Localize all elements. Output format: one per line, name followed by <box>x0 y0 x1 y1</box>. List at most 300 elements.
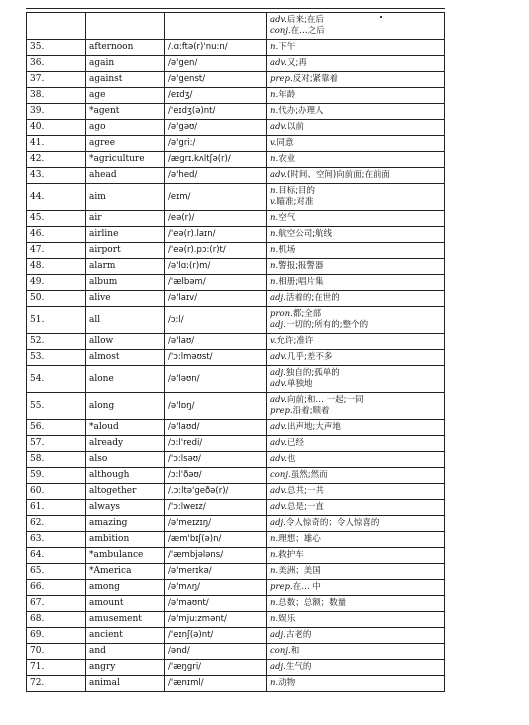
definition-text: 一切的;所有的;整个的 <box>285 320 369 330</box>
entry-number: 54. <box>27 366 86 393</box>
entry-phonetic: /ə'meɪzɪŋ/ <box>165 516 267 532</box>
definition-line <box>270 368 441 379</box>
table-row <box>27 334 445 350</box>
entry-phonetic: /ə'laʊd/ <box>165 420 267 436</box>
definition-text: 后来;在后 <box>287 15 324 25</box>
entry-word: allow <box>86 334 165 350</box>
definition-text: 古老的 <box>285 630 312 640</box>
entry-phonetic: /ɔ:l/ <box>165 307 267 334</box>
table-row <box>27 13 445 40</box>
entry-phonetic: /ə'gri:/ <box>165 136 267 152</box>
part-of-speech: adv. <box>270 379 288 389</box>
table-row <box>27 452 445 468</box>
definition-line <box>270 454 441 465</box>
table-row <box>27 468 445 484</box>
definition-line <box>270 518 441 529</box>
entry-definition <box>267 564 445 580</box>
entry-word: afternoon <box>86 40 165 56</box>
definition-line <box>270 486 441 497</box>
entry-number: 68. <box>27 612 86 628</box>
entry-number: 70. <box>27 644 86 660</box>
entry-number: 55. <box>27 393 86 420</box>
entry-number: 47. <box>27 243 86 259</box>
part-of-speech: adv. <box>270 58 288 68</box>
definition-line <box>270 646 441 657</box>
definition-text: 同意 <box>276 138 294 148</box>
definition-text: 总共;一共 <box>287 486 324 496</box>
entry-definition <box>267 612 445 628</box>
definition-line <box>270 186 441 197</box>
definition-line <box>270 320 441 331</box>
definition-line <box>270 213 441 224</box>
entry-definition <box>267 72 445 88</box>
part-of-speech: adv. <box>270 486 288 496</box>
entry-phonetic: /ægrɪ.kʌltʃə(r)/ <box>165 152 267 168</box>
entry-definition <box>267 334 445 350</box>
definition-text: 总是;一直 <box>287 502 324 512</box>
entry-phonetic: /'eə(r).laɪn/ <box>165 227 267 243</box>
table-row <box>27 420 445 436</box>
entry-word: airline <box>86 227 165 243</box>
entry-number: 64. <box>27 548 86 564</box>
entry-phonetic: /'ælbəm/ <box>165 275 267 291</box>
entry-definition <box>267 152 445 168</box>
vocabulary-table <box>26 12 445 692</box>
part-of-speech: v. <box>270 138 277 148</box>
entry-number: 39. <box>27 104 86 120</box>
entry-phonetic: /ə'maʊnt/ <box>165 596 267 612</box>
entry-definition <box>267 500 445 516</box>
entry-word: always <box>86 500 165 516</box>
entry-phonetic: /ənd/ <box>165 644 267 660</box>
table-row <box>27 612 445 628</box>
entry-definition <box>267 350 445 366</box>
entry-number: 44. <box>27 184 86 211</box>
part-of-speech: adv. <box>270 122 288 132</box>
definition-text: 向前;和… 一起;一同 <box>287 395 364 405</box>
definition-text: 年龄 <box>278 90 296 100</box>
entry-definition <box>267 436 445 452</box>
entry-phonetic: /'ɔ:lweɪz/ <box>165 500 267 516</box>
entry-definition <box>267 211 445 227</box>
entry-phonetic: /ə'lɑ:(r)m/ <box>165 259 267 275</box>
entry-number: 41. <box>27 136 86 152</box>
table-row <box>27 291 445 307</box>
entry-phonetic: /.ɑ:ftə(r)'nu:n/ <box>165 40 267 56</box>
part-of-speech: n. <box>270 534 279 544</box>
entry-definition <box>267 366 445 393</box>
entry-definition <box>267 275 445 291</box>
definition-line <box>270 245 441 256</box>
definition-line <box>270 550 441 561</box>
entry-word: already <box>86 436 165 452</box>
entry-phonetic: /ɔ:l'redi/ <box>165 436 267 452</box>
entry-number: 53. <box>27 350 86 366</box>
entry-word: alive <box>86 291 165 307</box>
entry-phonetic: /æm'bɪʃ(ə)n/ <box>165 532 267 548</box>
definition-text: 也 <box>287 454 296 464</box>
definition-line <box>270 630 441 641</box>
entry-word: agree <box>86 136 165 152</box>
definition-line <box>270 566 441 577</box>
definition-text: 动物 <box>278 678 296 688</box>
part-of-speech: n. <box>270 245 279 255</box>
entry-definition <box>267 136 445 152</box>
definition-text: 出声地;大声地 <box>287 422 341 432</box>
table-row <box>27 211 445 227</box>
definition-text: 几乎;差不多 <box>287 352 333 362</box>
entry-definition <box>267 468 445 484</box>
part-of-speech: n. <box>270 90 279 100</box>
definition-line <box>270 122 441 133</box>
table-row <box>27 436 445 452</box>
entry-word: *ambulance <box>86 548 165 564</box>
table-row <box>27 350 445 366</box>
part-of-speech: adj. <box>270 293 286 303</box>
definition-line <box>270 58 441 69</box>
entry-phonetic: /'eɪdʒ(ə)nt/ <box>165 104 267 120</box>
page-top-rule <box>26 8 445 9</box>
vocabulary-table-body <box>27 13 445 692</box>
definition-text: 独自的;孤单的 <box>285 368 340 378</box>
definition-text: 沿着;顺着 <box>292 406 330 416</box>
entry-phonetic <box>165 13 267 40</box>
definition-text: 虽然;然而 <box>290 470 328 480</box>
entry-definition <box>267 243 445 259</box>
entry-word: almost <box>86 350 165 366</box>
entry-phonetic: /'æŋgri/ <box>165 660 267 676</box>
entry-number: 52. <box>27 334 86 350</box>
entry-phonetic: /ə'genst/ <box>165 72 267 88</box>
part-of-speech: adv. <box>270 422 288 432</box>
entry-number: 60. <box>27 484 86 500</box>
entry-number: 51. <box>27 307 86 334</box>
definition-text: 单独地 <box>287 379 313 389</box>
definition-text: 允许;准许 <box>276 336 314 346</box>
entry-definition <box>267 660 445 676</box>
entry-number: 46. <box>27 227 86 243</box>
entry-number: 42. <box>27 152 86 168</box>
entry-definition <box>267 227 445 243</box>
entry-word: again <box>86 56 165 72</box>
entry-definition <box>267 40 445 56</box>
entry-word: *agriculture <box>86 152 165 168</box>
part-of-speech: adv. <box>270 502 288 512</box>
table-row <box>27 72 445 88</box>
entry-number: 72. <box>27 676 86 692</box>
part-of-speech: prep. <box>270 74 293 84</box>
part-of-speech: n. <box>270 550 279 560</box>
entry-word: among <box>86 580 165 596</box>
entry-definition <box>267 120 445 136</box>
definition-line <box>270 261 441 272</box>
entry-number: 66. <box>27 580 86 596</box>
definition-line <box>270 15 441 26</box>
entry-definition <box>267 580 445 596</box>
table-row <box>27 660 445 676</box>
entry-word: altogether <box>86 484 165 500</box>
entry-word: ambition <box>86 532 165 548</box>
entry-number: 35. <box>27 40 86 56</box>
entry-definition <box>267 516 445 532</box>
definition-text: 生气的 <box>285 662 312 672</box>
table-row <box>27 644 445 660</box>
part-of-speech: adj. <box>270 320 286 330</box>
definition-text: 航空公司;航线 <box>278 229 333 239</box>
part-of-speech: n. <box>270 42 279 52</box>
entry-phonetic: /'eə(r).pɔ:(r)t/ <box>165 243 267 259</box>
definition-text: 以前 <box>287 122 305 132</box>
entry-phonetic: /ə'merɪkə/ <box>165 564 267 580</box>
definition-text: 和 <box>290 646 300 656</box>
entry-phonetic: /'eɪnʃ(ə)nt/ <box>165 628 267 644</box>
definition-line <box>270 614 441 625</box>
table-row <box>27 548 445 564</box>
definition-line <box>270 662 441 673</box>
definition-line <box>270 395 441 406</box>
entry-definition <box>267 676 445 692</box>
entry-number: 62. <box>27 516 86 532</box>
entry-word: ancient <box>86 628 165 644</box>
entry-definition <box>267 56 445 72</box>
definition-line <box>270 90 441 101</box>
table-row <box>27 500 445 516</box>
definition-text: 警报;报警器 <box>278 261 324 271</box>
part-of-speech: adj. <box>270 630 286 640</box>
definition-text: 美洲；美国 <box>278 566 321 576</box>
definition-text: 反对;紧靠着 <box>292 74 339 84</box>
table-row <box>27 532 445 548</box>
entry-phonetic: /'ɔ:lməʊst/ <box>165 350 267 366</box>
part-of-speech: n. <box>270 261 279 271</box>
entry-number: 67. <box>27 596 86 612</box>
entry-number: 40. <box>27 120 86 136</box>
table-row <box>27 104 445 120</box>
entry-number: 38. <box>27 88 86 104</box>
definition-text: 活着的;在世的 <box>285 293 340 303</box>
entry-word: amazing <box>86 516 165 532</box>
table-row <box>27 136 445 152</box>
part-of-speech: n. <box>270 229 279 239</box>
entry-word: ago <box>86 120 165 136</box>
part-of-speech: n. <box>270 598 279 608</box>
definition-text: (时间、空间)向前面;在前面 <box>287 170 391 180</box>
entry-definition <box>267 104 445 120</box>
entry-phonetic: /ə'laʊ/ <box>165 334 267 350</box>
definition-text: 空气 <box>278 213 296 223</box>
definition-line <box>270 422 441 433</box>
entry-word: aim <box>86 184 165 211</box>
part-of-speech: prep. <box>270 406 293 416</box>
entry-definition <box>267 596 445 612</box>
definition-text: 总数；总额；数量 <box>278 598 347 608</box>
entry-phonetic: /'ænɪml/ <box>165 676 267 692</box>
entry-phonetic: /'æmbjələns/ <box>165 548 267 564</box>
part-of-speech: n. <box>270 678 279 688</box>
definition-line <box>270 138 441 149</box>
entry-number: 37. <box>27 72 86 88</box>
definition-line <box>270 352 441 363</box>
part-of-speech: adj. <box>270 662 286 672</box>
entry-definition <box>267 184 445 211</box>
table-row <box>27 564 445 580</box>
definition-line <box>270 582 441 593</box>
entry-definition <box>267 484 445 500</box>
entry-definition <box>267 259 445 275</box>
entry-definition <box>267 88 445 104</box>
definition-line <box>270 309 441 320</box>
definition-line <box>270 42 441 53</box>
part-of-speech: v. <box>270 197 277 207</box>
table-row <box>27 596 445 612</box>
part-of-speech: n. <box>270 186 279 196</box>
definition-line <box>270 470 441 481</box>
part-of-speech: conj. <box>270 646 291 656</box>
part-of-speech: n. <box>270 213 279 223</box>
definition-text: 娱乐 <box>278 614 296 624</box>
entry-number: 50. <box>27 291 86 307</box>
part-of-speech: conj. <box>270 470 291 480</box>
entry-phonetic: /ɔ:l'ðəʊ/ <box>165 468 267 484</box>
entry-word: animal <box>86 676 165 692</box>
definition-line <box>270 598 441 609</box>
entry-definition <box>267 168 445 184</box>
part-of-speech: v. <box>270 336 277 346</box>
entry-phonetic: /'ɔ:lsəʊ/ <box>165 452 267 468</box>
table-row <box>27 580 445 596</box>
entry-word: alone <box>86 366 165 393</box>
entry-number: 45. <box>27 211 86 227</box>
definition-line <box>270 197 441 208</box>
entry-number: 36. <box>27 56 86 72</box>
entry-number: 43. <box>27 168 86 184</box>
part-of-speech: n. <box>270 154 279 164</box>
entry-number: 56. <box>27 420 86 436</box>
entry-definition <box>267 393 445 420</box>
entry-number <box>27 13 86 40</box>
part-of-speech: adv. <box>270 454 288 464</box>
entry-word: amount <box>86 596 165 612</box>
entry-word: *aloud <box>86 420 165 436</box>
entry-definition <box>267 644 445 660</box>
entry-word: ahead <box>86 168 165 184</box>
definition-line <box>270 26 441 37</box>
part-of-speech: n. <box>270 277 279 287</box>
definition-line <box>270 229 441 240</box>
entry-phonetic: /ə'gen/ <box>165 56 267 72</box>
table-row <box>27 243 445 259</box>
table-row <box>27 259 445 275</box>
entry-word: along <box>86 393 165 420</box>
table-row <box>27 184 445 211</box>
table-row <box>27 56 445 72</box>
definition-text: 瞄准;对准 <box>276 197 314 207</box>
entry-word: airport <box>86 243 165 259</box>
entry-definition <box>267 307 445 334</box>
vocabulary-sheet <box>26 12 445 692</box>
entry-word: also <box>86 452 165 468</box>
table-row <box>27 366 445 393</box>
table-row <box>27 275 445 291</box>
entry-word: age <box>86 88 165 104</box>
table-row <box>27 516 445 532</box>
table-row <box>27 152 445 168</box>
table-row <box>27 484 445 500</box>
entry-word: although <box>86 468 165 484</box>
definition-line <box>270 379 441 390</box>
entry-phonetic: /ə'lɒŋ/ <box>165 393 267 420</box>
definition-line <box>270 277 441 288</box>
part-of-speech: adv. <box>270 352 288 362</box>
entry-word <box>86 13 165 40</box>
table-row <box>27 393 445 420</box>
entry-definition <box>267 452 445 468</box>
entry-phonetic: /ə'mju:zmənt/ <box>165 612 267 628</box>
table-row <box>27 307 445 334</box>
definition-text: 在…之后 <box>290 26 325 36</box>
entry-word: amusement <box>86 612 165 628</box>
entry-definition <box>267 13 445 40</box>
definition-text: 下午 <box>278 42 296 52</box>
entry-phonetic: /ə'laɪv/ <box>165 291 267 307</box>
definition-text: 已经 <box>287 438 305 448</box>
part-of-speech: n. <box>270 106 279 116</box>
entry-definition <box>267 420 445 436</box>
definition-text: 在… 中 <box>292 582 321 592</box>
definition-line <box>270 502 441 513</box>
part-of-speech: adv. <box>270 395 288 405</box>
definition-text: 救护车 <box>278 550 304 560</box>
part-of-speech: adv. <box>270 438 288 448</box>
entry-word: angry <box>86 660 165 676</box>
entry-definition <box>267 532 445 548</box>
table-row <box>27 168 445 184</box>
entry-number: 58. <box>27 452 86 468</box>
definition-text: 农业 <box>278 154 296 164</box>
definition-line <box>270 74 441 85</box>
entry-definition <box>267 628 445 644</box>
entry-number: 59. <box>27 468 86 484</box>
definition-line <box>270 293 441 304</box>
definition-line <box>270 154 441 165</box>
table-row <box>27 40 445 56</box>
entry-phonetic: /ə'ləʊn/ <box>165 366 267 393</box>
part-of-speech: n. <box>270 614 279 624</box>
entry-number: 61. <box>27 500 86 516</box>
part-of-speech: adv. <box>270 15 288 25</box>
part-of-speech: conj. <box>270 26 291 36</box>
entry-phonetic: /ə'mʌŋ/ <box>165 580 267 596</box>
entry-phonetic: /ə'gəʊ/ <box>165 120 267 136</box>
entry-number: 63. <box>27 532 86 548</box>
entry-phonetic: /eɪdʒ/ <box>165 88 267 104</box>
entry-word: and <box>86 644 165 660</box>
definition-text: 代办;办理人 <box>278 106 324 116</box>
entry-number: 69. <box>27 628 86 644</box>
definition-text: 目标;目的 <box>278 186 316 196</box>
part-of-speech: pron. <box>270 309 293 319</box>
entry-word: *America <box>86 564 165 580</box>
part-of-speech: adv. <box>270 170 288 180</box>
table-row <box>27 88 445 104</box>
part-of-speech: adj. <box>270 368 286 378</box>
entry-word: against <box>86 72 165 88</box>
entry-number: 48. <box>27 259 86 275</box>
definition-line <box>270 106 441 117</box>
entry-definition <box>267 548 445 564</box>
definition-text: 令人惊奇的；令人惊喜的 <box>285 518 380 528</box>
entry-number: 57. <box>27 436 86 452</box>
